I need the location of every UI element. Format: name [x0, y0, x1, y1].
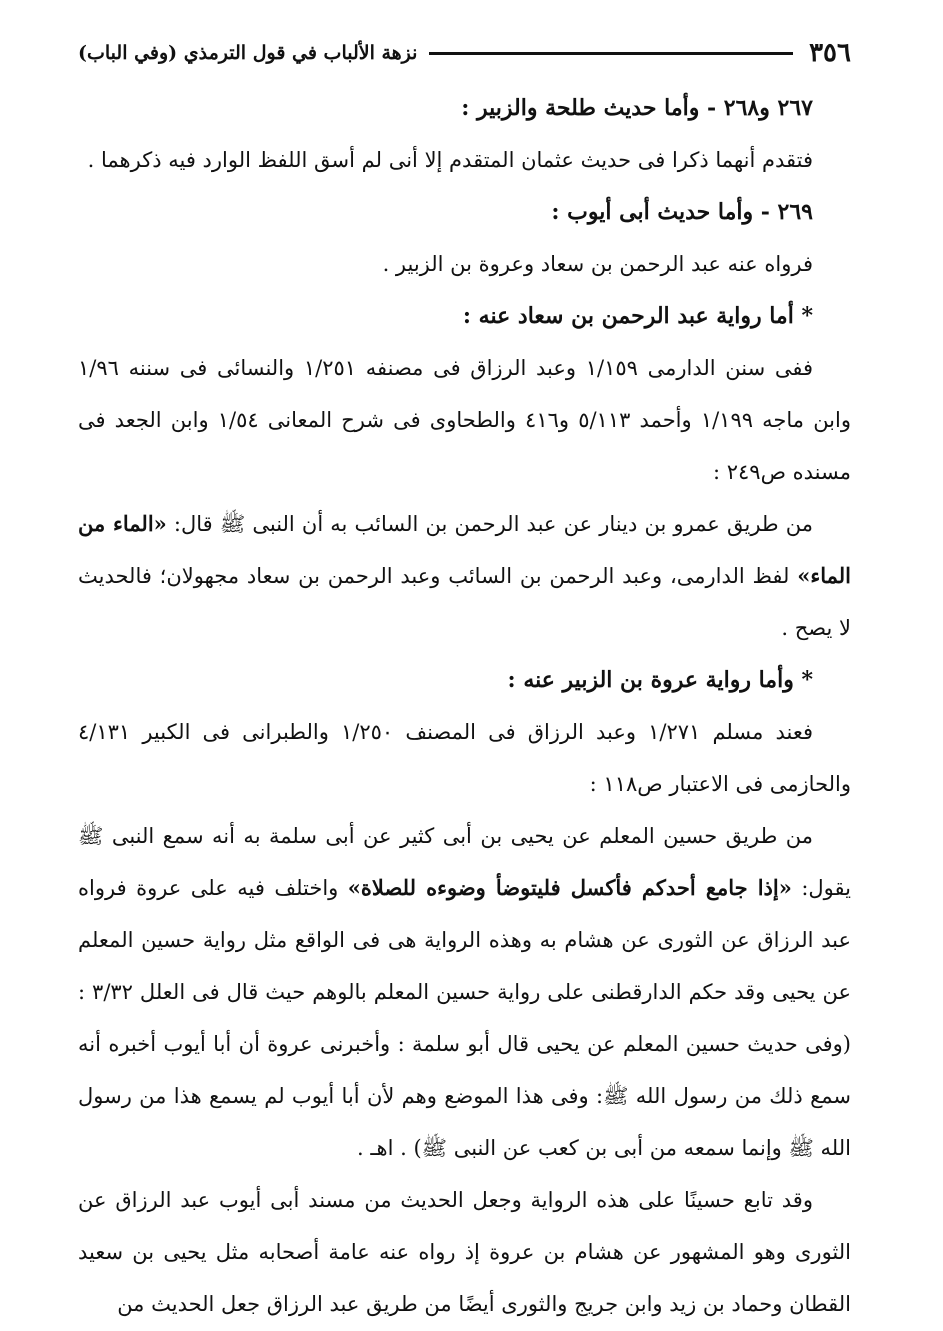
section-heading: * أما رواية عبد الرحمن بن سعاد عنه :: [462, 303, 813, 329]
paragraph-text: لفظ الدارمى، وعبد الرحمن بن السائب وعبد الرحمن بن سعاد مجهولان؛ فالحديث لا يصح .: [78, 564, 851, 640]
paragraph: [78, 810, 851, 1174]
page-number: ٣٥٦: [809, 38, 851, 68]
paragraph: ففى سنن الدارمى ١/١٥٩ وعبد الرزاق فى مصنفه ١/٢٥١ والنسائى فى سننه ١/٩٦ وابن ماجه ١/١٩٩ وأحمد ٥/١١٣ و٤١٦ والطحاوى فى شرح المعانى ١/٥٤ وابن الجعد فى مسنده ص٢٤٩ :: [78, 356, 851, 484]
paragraph-text: واختلف فيه على عروة فرواه عبد الرزاق عن الثورى عن هشام به وهذه الرواية هى فى الواقع مثل رواية حسين المعلم عن يحيى وقد حكم الدارقطنى على رواية حسين المعلم بالوهم حيث قال فى العلل ٣/٣٢ : (وفى حديث حسين المعلم عن يحيى قال أبو سلمة : وأخبرنى عروة أن أبا أيوب أخبره أنه سمع ذلك من رسول الله ﷺ: وفى هذا الموضع وهم لأن أبا أيوب لم يسمع هذا من رسول الله ﷺ وإنما سمعه من أبى بن كعب عن النبى ﷺ) . اهـ .: [78, 876, 851, 1160]
section-heading: ٢٦٧ و٢٦٨ - وأما حديث طلحة والزبير :: [461, 95, 813, 121]
section-heading: ٢٦٩ - وأما حديث أبى أيوب :: [551, 199, 813, 225]
paragraph: وقد تابع حسينًا على هذه الرواية وجعل الحديث من مسند أبى أيوب عبد الرزاق عن الثورى وهو المشهور عن هشام بن عروة إذ رواه عنه عامة أصحابه مثل يحيى بن سعيد القطان وحماد بن زيد وابن جريج والثورى أيضًا من طريق عبد الرزاق جعل الحديث من: [78, 1188, 851, 1316]
section-heading: * وأما رواية عروة بن الزبير عنه :: [507, 667, 813, 693]
paragraph-text: من طريق حسين المعلم عن يحيى بن أبى كثير عن أبى سلمة به أنه سمع النبى ﷺ يقول:: [78, 824, 851, 900]
page-body: [78, 82, 851, 1330]
paragraph: فرواه عنه عبد الرحمن بن سعاد وعروة بن الزبير .: [382, 252, 813, 276]
paragraph: فتقدم أنهما ذكرا فى حديث عثمان المتقدم إلا أنى لم أسق اللفظ الوارد فيه ذكرهما .: [87, 148, 813, 172]
paragraph: فعند مسلم ١/٢٧١ وعبد الرزاق فى المصنف ١/٢٥٠ والطبرانى فى الكبير ٤/١٣١ والحازمى فى الاعتبار ص١١٨ :: [78, 720, 851, 796]
paragraph-text: من طريق عمرو بن دينار عن عبد الرحمن بن السائب به أن النبى ﷺ قال:: [166, 512, 813, 536]
page-header: [78, 36, 851, 70]
running-title: نزهة الألباب في قول الترمذي (وفي الباب): [78, 42, 418, 64]
header-rule: [429, 52, 793, 55]
hadith-quote: «إذا جامع أحدكم فأكسل فليتوضأ وضوءه للصلاة»: [347, 875, 792, 900]
hadith-quote: «الماء من الماء»: [78, 511, 851, 588]
paragraph: [78, 498, 851, 654]
